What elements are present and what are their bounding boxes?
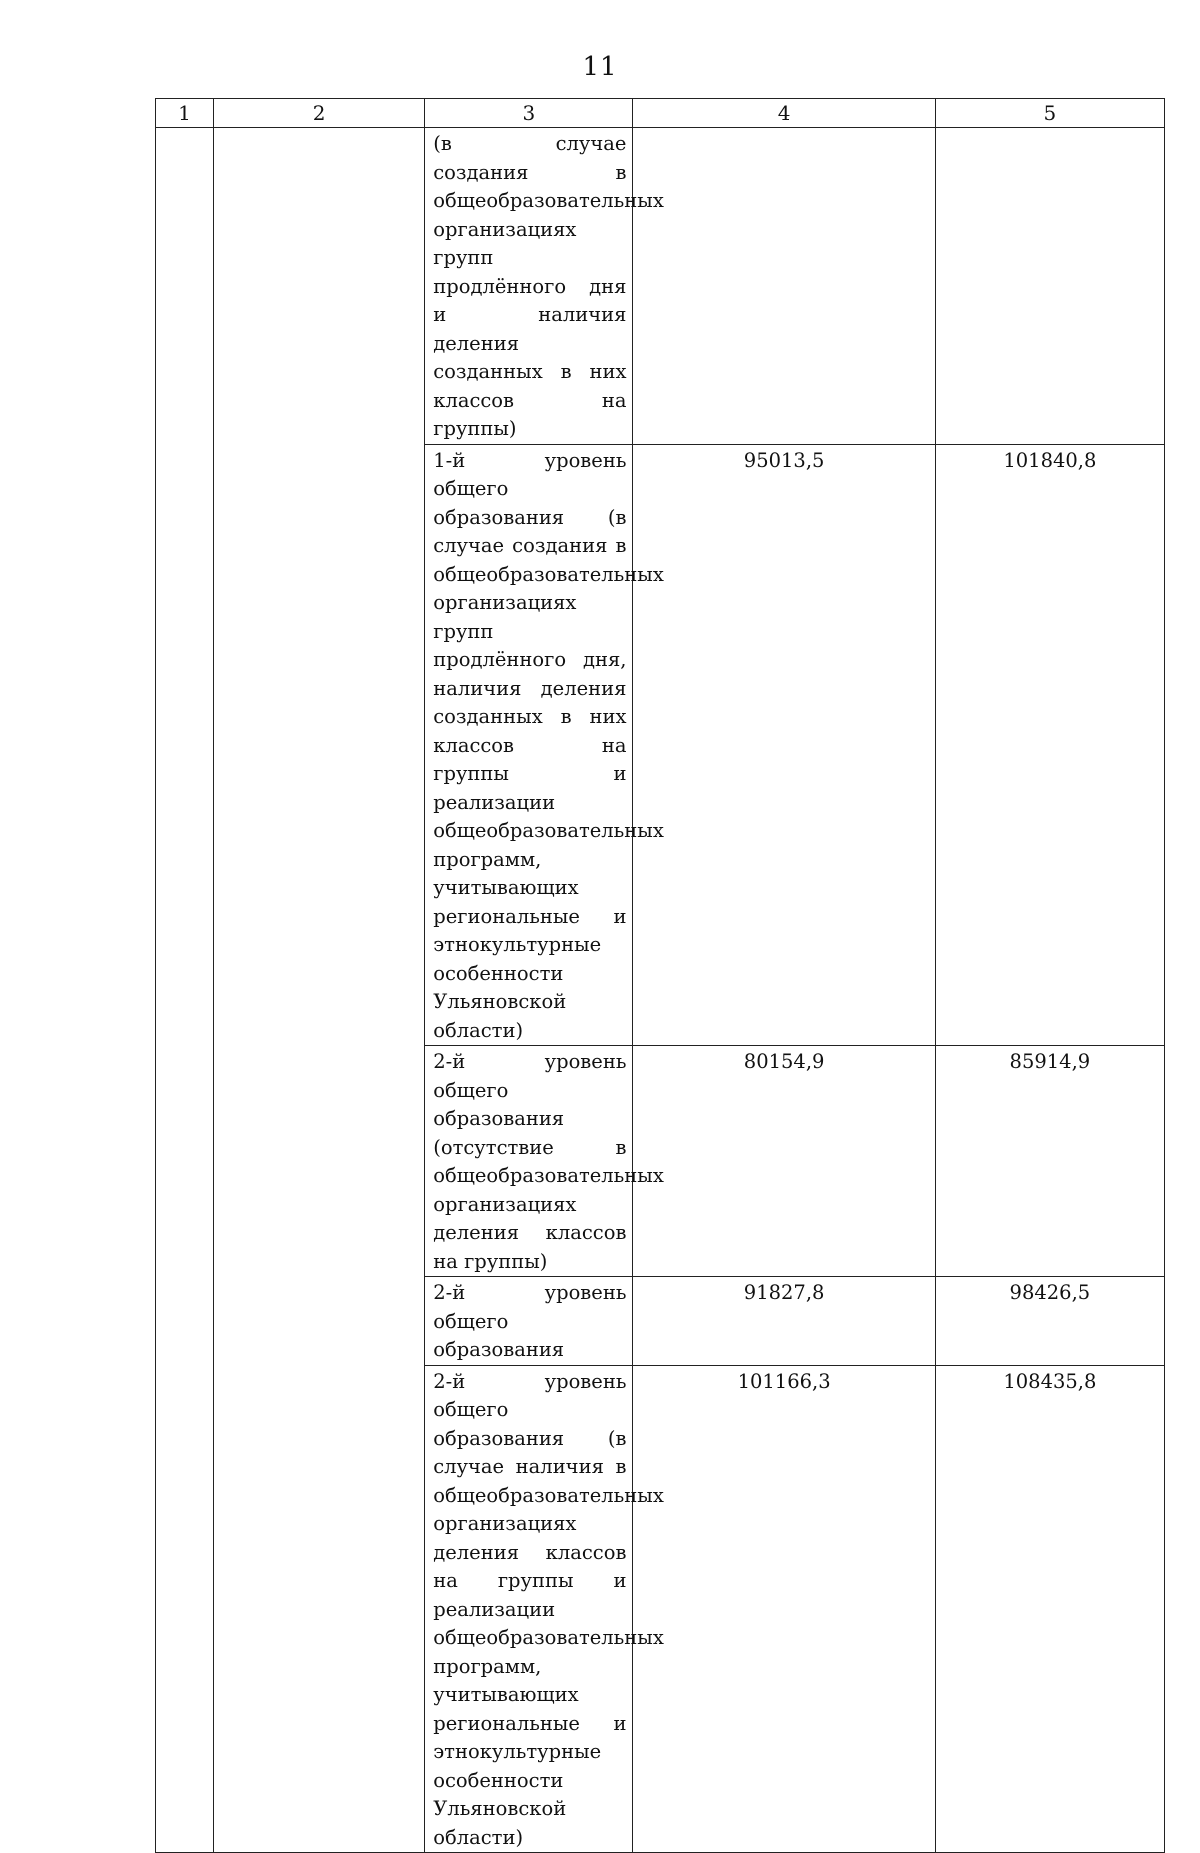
row-description: 2-й уровень общего образования (отсутствие в общеобразовательных организациях деления классов на группы) [425, 1046, 633, 1277]
row-description: (в случае создания в общеобразовательных организациях групп продлённого дня и наличия деления созданных в них классов на группы) [425, 128, 633, 445]
row-value-col5: 101840,8 [935, 444, 1164, 1046]
row-description: 2-й уровень общего образования (в случае наличия в общеобразовательных организациях деления классов на группы и реализации общеобразовательных программ, учитывающих региональные и этнокультурные особенности Ульяновской области) [425, 1365, 633, 1853]
column-header-5: 5 [935, 99, 1164, 128]
row-value-col5: 108435,8 [935, 1365, 1164, 1853]
row-value-col4: 95013,5 [633, 444, 935, 1046]
column-2-cell [214, 128, 425, 1853]
row-value-col4 [633, 128, 935, 445]
row-value-col4: 101166,3 [633, 1365, 935, 1853]
column-header-1: 1 [156, 99, 214, 128]
row-value-col5 [935, 128, 1164, 445]
column-header-3: 3 [425, 99, 633, 128]
column-1-cell [156, 128, 214, 1853]
page-number: 11 [582, 52, 618, 82]
column-header-2: 2 [214, 99, 425, 128]
row-value-col5: 98426,5 [935, 1277, 1164, 1366]
table-row [156, 128, 1165, 445]
budget-table [155, 98, 1165, 1853]
column-header-4: 4 [633, 99, 935, 128]
table-header-row [156, 99, 1165, 128]
row-value-col5: 85914,9 [935, 1046, 1164, 1277]
row-value-col4: 80154,9 [633, 1046, 935, 1277]
row-description: 1-й уровень общего образования (в случае создания в общеобразовательных организациях групп продлённого дня, наличия деления созданных в них классов на группы и реализации общеобразовательных программ, учитывающих региональные и этнокультурные особенности Ульяновской области) [425, 444, 633, 1046]
row-value-col4: 91827,8 [633, 1277, 935, 1366]
row-description: 2-й уровень общего образования [425, 1277, 633, 1366]
